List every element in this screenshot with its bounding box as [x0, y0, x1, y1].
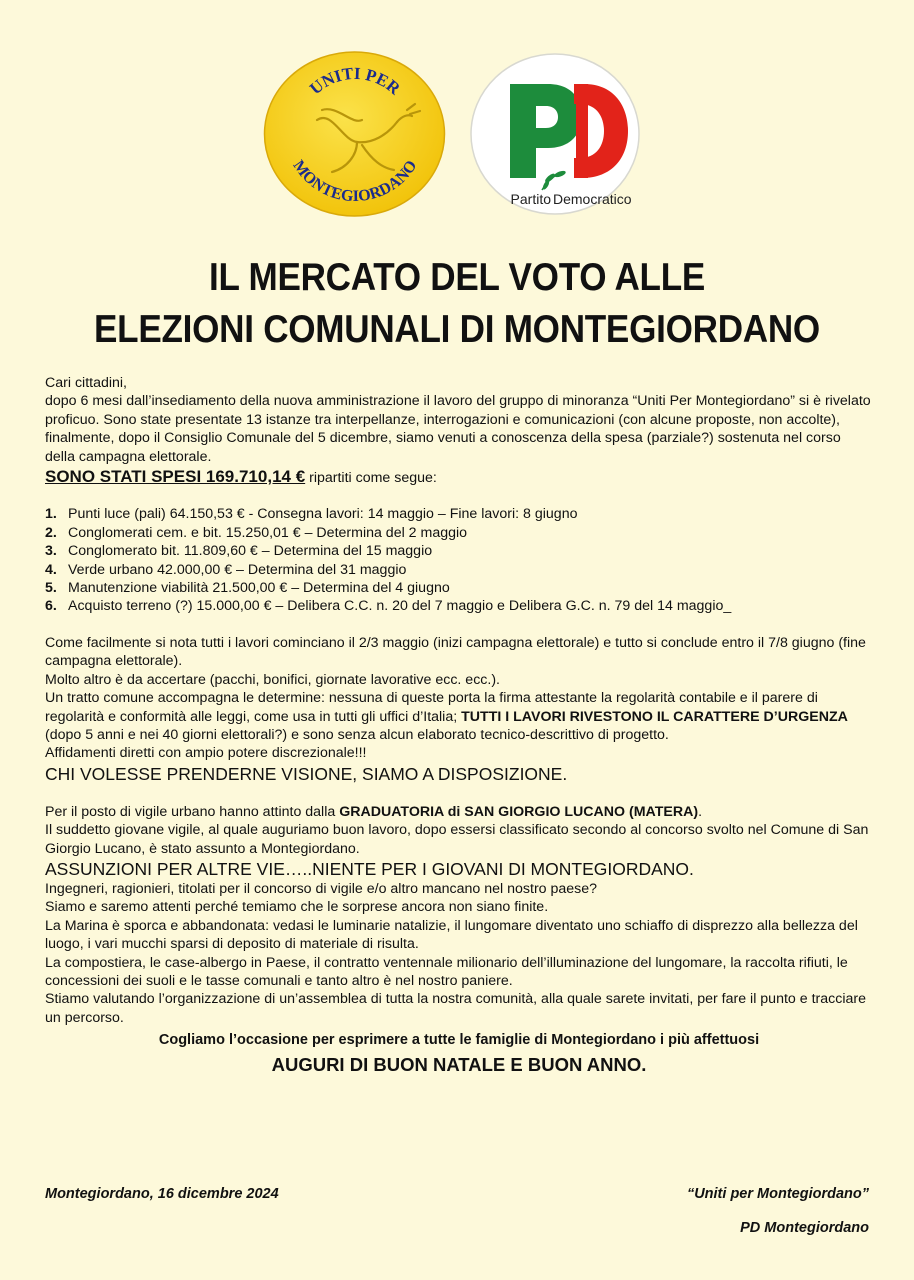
svg-text:Democratico: Democratico [553, 191, 632, 207]
list-item-number: 6. [45, 598, 57, 615]
list-item [45, 505, 873, 523]
section3-p1-b: . [698, 803, 703, 820]
list-item [45, 542, 873, 560]
title-line-1: IL MERCATO DEL VOTO ALLE [208, 256, 706, 299]
section3-p2: Il suddetto giovane vigile, al quale auguriamo buon lavoro, dopo essersi classificato secondo al concorso svolto nel Comune di San Giorgio Lucano, è stato assunto a Montegiordano. [45, 822, 869, 857]
list-item-text: Manutenzione viabilità 21.500,00 € – Determina del 4 giugno [68, 580, 450, 597]
list-item-number: 1. [45, 506, 57, 523]
closing-line-1: Cogliamo l’occasione per esprimere a tutte le famiglie di Montegiordano i più affettuosi [158, 1032, 760, 1049]
section2-p5: CHI VOLESSE PRENDERNE VISIONE, SIAMO A DISPOSIZIONE. [45, 763, 568, 784]
section3-p1-bold: GRADUATORIA di SAN GIORGIO LUCANO (MATERA) [339, 803, 699, 820]
expense-list [45, 505, 873, 615]
section3-p7: La compostiera, le case-albergo in Paese, il contratto ventennale milionario dell’illuminazione del lungomare, la raccolta rifiuti, le concessioni dei suoli e le tasse comunali e tanto altro è nel nostro paniere. [45, 954, 848, 989]
letter-body [45, 374, 873, 1074]
list-item [45, 579, 873, 597]
list-item-text: Conglomerato bit. 11.809,60 € – Determina del 15 maggio [68, 543, 433, 560]
spent-total-bold: SONO STATI SPESI 169.710,14 € [45, 467, 306, 487]
svg-text:UNITI PER: UNITI PER [306, 63, 404, 99]
section3-p8: Stiamo valutando l’organizzazione di un’assemblea di tutta la nostra comunità, alla quale sarete invitati, per fare il punto e tracciare un percorso. [45, 991, 866, 1026]
section2-p2: Molto altro è da accertare (pacchi, bonifici, giornate lavorative ecc. ecc.). [45, 671, 500, 688]
list-item [45, 524, 873, 542]
spent-total [45, 468, 873, 487]
logos-header [0, 50, 914, 218]
section3-p1 [45, 803, 873, 821]
footer-date: Montegiordano, 16 dicembre 2024 [45, 1186, 279, 1202]
list-item-number: 3. [45, 543, 57, 560]
section3-p4: Ingegneri, ragionieri, titolati per il concorso di vigile e/o altro mancano nel nostro paese? [45, 880, 598, 897]
partito-democratico-logo [470, 52, 640, 216]
closing-line-2: AUGURI DI BUON NATALE E BUON ANNO. [271, 1053, 647, 1075]
section2-p3-a: Un tratto comune accompagna le determine: nessuna di queste porta la firma attestante la regolarità contabile e il parere di regolarità e conformità alle leggi, come usa in tutti gli uffici d’Italia; [45, 690, 818, 725]
uniti-per-montegiordano-logo [262, 50, 447, 218]
section2-p4: Affidamenti diretti con ampio potere discrezionale!!! [45, 745, 367, 762]
section2-p3 [45, 689, 873, 744]
page-title [46, 252, 869, 356]
list-item-text: Punti luce (pali) 64.150,53 € - Consegna lavori: 14 maggio – Fine lavori: 8 giugno [68, 506, 578, 523]
list-item-text: Conglomerati cem. e bit. 15.250,01 € – Determina del 2 maggio [68, 524, 468, 541]
list-item-number: 2. [45, 524, 57, 541]
intro-paragraph: dopo 6 mesi dall’insediamento della nuova amministrazione il lavoro del gruppo di minoranza “Uniti Per Montegiordano” si è rivelato proficuo. Sono state presentate 13 istanze tra interpellanze, interrogazioni e comunicazioni (con alcune proposte, non accolte), finalmente, dopo il Consiglio Comunale del 5 dicembre, siamo venuti a conoscenza della spesa (parziale?) sostenuta nel corso della campagna elettorale. [45, 393, 871, 465]
list-item [45, 561, 873, 579]
section2-p3-b: (dopo 5 anni e nei 40 giorni elettorali?) e sono senza alcun elaborato tecnico-descrittivo di progetto. [45, 726, 669, 743]
section3-p5: Siamo e saremo attenti perché temiamo che le sorprese ancora non siano finite. [45, 899, 549, 916]
spent-total-rest: ripartiti come segue: [305, 470, 437, 487]
section3-p3: ASSUNZIONI PER ALTRE VIE…..NIENTE PER I GIOVANI DI MONTEGIORDANO. [45, 858, 694, 879]
list-item [45, 597, 873, 615]
title-line-2: ELEZIONI COMUNALI DI MONTEGIORDANO [94, 308, 820, 351]
list-item-number: 5. [45, 580, 57, 597]
section3-p6: La Marina è sporca e abbandonata: vedasi le luminarie natalizie, il lungomare diventato uno schiaffo di disprezzo alla bellezza del luogo, i vari mucchi sparsi di deposito di materiale di risulta. [45, 917, 858, 953]
list-item-number: 4. [45, 561, 57, 578]
svg-text:Partito: Partito [510, 191, 551, 207]
section2-p1: Come facilmente si nota tutti i lavori cominciano il 2/3 maggio (inizi campagna elettorale) e tutto si conclude entro il 7/8 giugno (fine campagna elettorale). [45, 634, 866, 670]
footer-signature-uniti: “Uniti per Montegiordano” [686, 1186, 869, 1202]
section3-p1-a: Per il posto di vigile urbano hanno attinto dalla [45, 803, 340, 820]
list-item-text: Verde urbano 42.000,00 € – Determina del 31 maggio [68, 561, 407, 578]
footer-signature-pd: PD Montegiordano [740, 1220, 869, 1236]
greeting: Cari cittadini, [45, 375, 128, 391]
svg-text:MONTEGIORDANO: MONTEGIORDANO [289, 157, 421, 206]
section2-p3-bold: TUTTI I LAVORI RIVESTONO IL CARATTERE D’URGENZA [461, 708, 848, 725]
list-item-text: Acquisto terreno (?) 15.000,00 € – Delibera C.C. n. 20 del 7 maggio e Delibera G.C. n. 79 del 14 maggio_ [68, 598, 732, 615]
